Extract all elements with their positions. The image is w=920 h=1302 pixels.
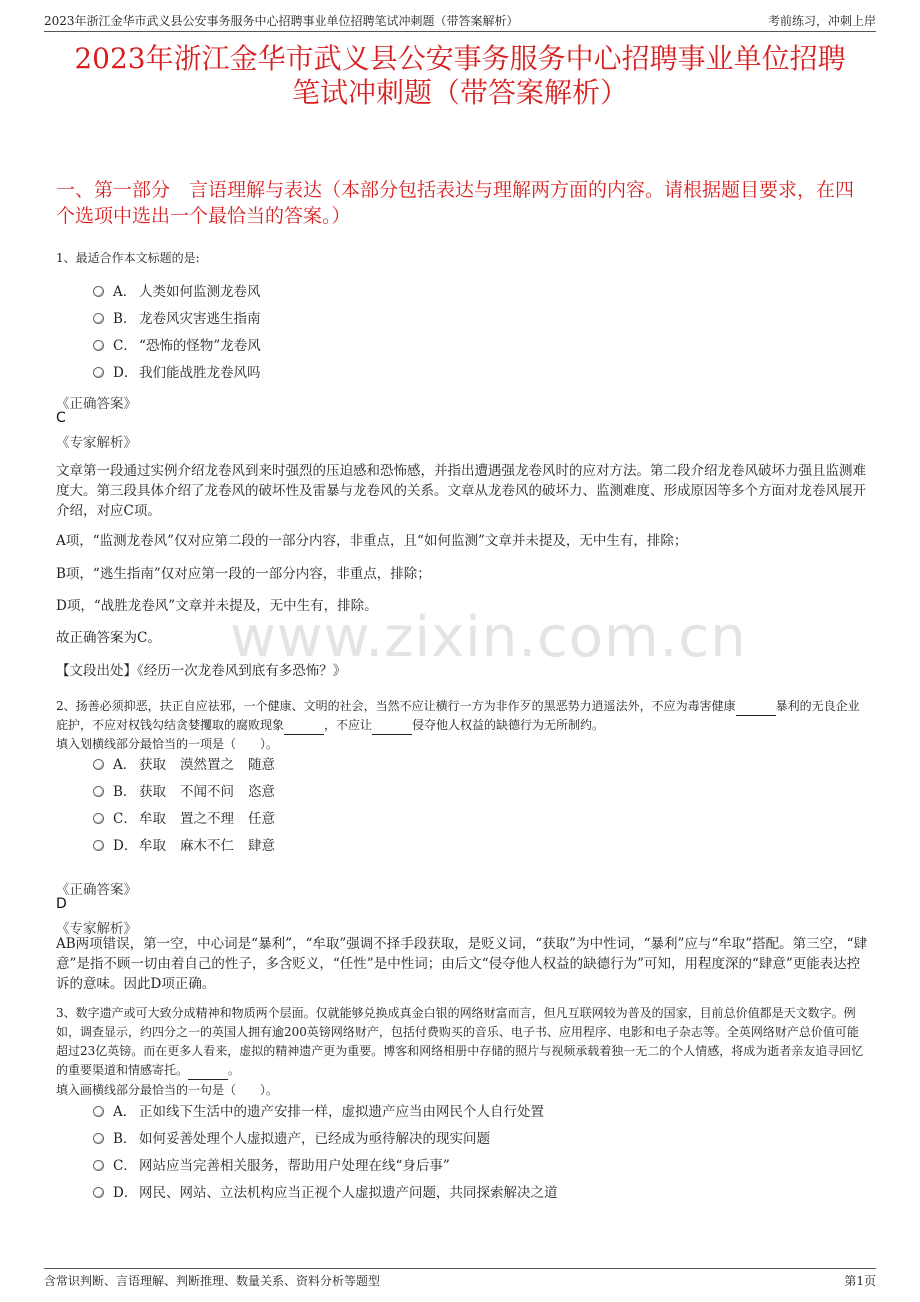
- q3-stem: 3、数字遗产或可大致分成精神和物质两个层面。仅就能够兑换成真金白银的网络财富而言，但凡互联网较为普及的国家，目前总价值都是天文数字。例如，调查显示，约四分之一的英国人拥有逾200英镑网络财产，包括付费购买的音乐、电子书、应用程序、电影和电子杂志等。全英网络财产总价值可能超过23亿英镑。而在更多人看来，虚拟的精神遗产更为重要。博客和网络相册中存储的照片与视频承载着独一无二的个人情感，将成为逝者亲友追寻回忆的重要渠道和情感寄托。 。: [56, 1004, 870, 1080]
- document-title: [40, 42, 880, 110]
- q3-option-c[interactable]: C． 网站应当完善相关服务，帮助用户处理在线“身后事”: [93, 1156, 450, 1176]
- radio-icon[interactable]: [93, 840, 104, 851]
- fill-blank: [284, 723, 324, 735]
- radio-icon[interactable]: [93, 313, 104, 324]
- radio-icon[interactable]: [93, 759, 104, 770]
- q1-analysis-a: A项，“监测龙卷风”仅对应第二段的一部分内容，非重点，且“如何监测”文章并未提及，无中生有，排除；: [56, 533, 688, 549]
- q1-conclusion: 故正确答案为C。: [56, 630, 161, 646]
- footer-description: 含常识判断、言语理解、判断推理、数量关系、资料分析等题型: [44, 1274, 381, 1288]
- q2-option-a[interactable]: A． 获取 漠然置之 随意: [93, 755, 289, 775]
- document-title-line1: 2023年浙江金华市武义县公安事务服务中心招聘事业单位招聘: [74, 42, 846, 75]
- q3-prompt: 填入画横线部分最恰当的一句是（ ）。: [56, 1083, 279, 1097]
- header-doc-title: 2023年浙江金华市武义县公安事务服务中心招聘事业单位招聘笔试冲刺题（带答案解析）: [44, 14, 519, 28]
- q2-analysis: AB两项错误，第一空，中心词是“暴利”，“牟取”强调不择手段获取，是贬义词，“获取”为中性词，“暴利”应与“牟取”搭配。第三空，“肆意”是指不顾一切由着自己的性子，多含贬义，“任性”是中性词；由后文“侵夺他人权益的缺德行为”可知，用程度深的“肆意”更能表达控诉的意味。因此D项正确。: [56, 936, 868, 992]
- page-number: 第1页: [844, 1274, 876, 1288]
- fill-blank: [736, 704, 776, 716]
- q1-source: 【文段出处】《经历一次龙卷风到底有多恐怖？》: [56, 663, 347, 679]
- q1-answer-tag: 《正确答案》: [56, 396, 137, 412]
- radio-icon[interactable]: [93, 367, 104, 378]
- radio-icon[interactable]: [93, 786, 104, 797]
- q1-answer: C: [56, 410, 66, 426]
- q1-stem: 1、最适合作本文标题的是:: [56, 251, 200, 265]
- q3-option-b[interactable]: B． 如何妥善处理个人虚拟遗产，已经成为亟待解决的现实问题: [93, 1129, 490, 1149]
- radio-icon[interactable]: [93, 813, 104, 824]
- q1-option-c[interactable]: C． “恐怖的怪物”龙卷风: [93, 336, 261, 356]
- radio-icon[interactable]: [93, 286, 104, 297]
- q2-answer-tag: 《正确答案》: [56, 882, 137, 898]
- page-footer: [44, 1268, 876, 1292]
- q3-option-a[interactable]: A． 正如线下生活中的遗产安排一样，虚拟遗产应当由网民个人自行处置: [93, 1102, 544, 1122]
- q2-option-d[interactable]: D． 牟取 麻木不仁 肆意: [93, 836, 289, 856]
- q1-analysis-summary: 文章第一段通过实例介绍龙卷风到来时强烈的压迫感和恐怖感，并指出遭遇强龙卷风时的应对方法。第二段介绍龙卷风破坏力强且监测难度大。第三段具体介绍了龙卷风的破坏性及雷暴与龙卷风的关系。文章从龙卷风的破坏力、监测难度、形成原因等多个方面对龙卷风展开介绍，对应C项。: [56, 463, 866, 519]
- radio-icon[interactable]: [93, 1160, 104, 1171]
- fill-blank: [372, 723, 412, 735]
- q2-option-b[interactable]: B． 获取 不闻不问 恣意: [93, 782, 289, 802]
- page-header: [44, 10, 876, 32]
- radio-icon[interactable]: [93, 340, 104, 351]
- radio-icon[interactable]: [93, 1133, 104, 1144]
- q1-option-d[interactable]: D． 我们能战胜龙卷风吗: [93, 363, 261, 383]
- q2-option-c[interactable]: C． 牟取 置之不理 任意: [93, 809, 289, 829]
- radio-icon[interactable]: [93, 1187, 104, 1198]
- q2-answer: D: [56, 896, 67, 912]
- q1-analysis-b: B项，“逃生指南”仅对应第一段的一部分内容，非重点，排除；: [56, 566, 431, 582]
- q1-option-b[interactable]: B． 龙卷风灾害逃生指南: [93, 309, 261, 329]
- header-slogan: 考前练习，冲刺上岸: [767, 14, 876, 28]
- fill-blank: [188, 1068, 228, 1080]
- q1-option-a[interactable]: A． 人类如何监测龙卷风: [93, 282, 261, 302]
- q1-analysis-d: D项，“战胜龙卷风”文章并未提及，无中生有，排除。: [56, 598, 378, 614]
- watermark: www.zixin.com.cn: [230, 605, 747, 670]
- document-title-line2: 笔试冲刺题（带答案解析）: [291, 76, 628, 109]
- q2-prompt: 填入划横线部分最恰当的一项是（ ）。: [56, 737, 279, 751]
- section-heading: 一、第一部分 言语理解与表达（本部分包括表达与理解两方面的内容。请根据题目要求，在四个选项中选出一个最恰当的答案。）: [56, 179, 855, 227]
- q1-analysis-tag: 《专家解析》: [56, 435, 137, 451]
- q2-stem: 2、扬善必须抑恶，扶正自应祛邪，一个健康、文明的社会，当然不应让横行一方为非作歹的黑恶势力逍遥法外，不应为毒害健康 暴利的无良企业庇护，不应对权钱勾结贪婪攫取的腐败现象 ，不应让 侵夺他人权益的缺德行为无所制约。: [56, 697, 870, 735]
- q3-option-d[interactable]: D． 网民、网站、立法机构应当正视个人虚拟遗产问题，共同探索解决之道: [93, 1183, 558, 1203]
- q2-analysis-tag: 《专家解析》: [56, 921, 137, 937]
- radio-icon[interactable]: [93, 1106, 104, 1117]
